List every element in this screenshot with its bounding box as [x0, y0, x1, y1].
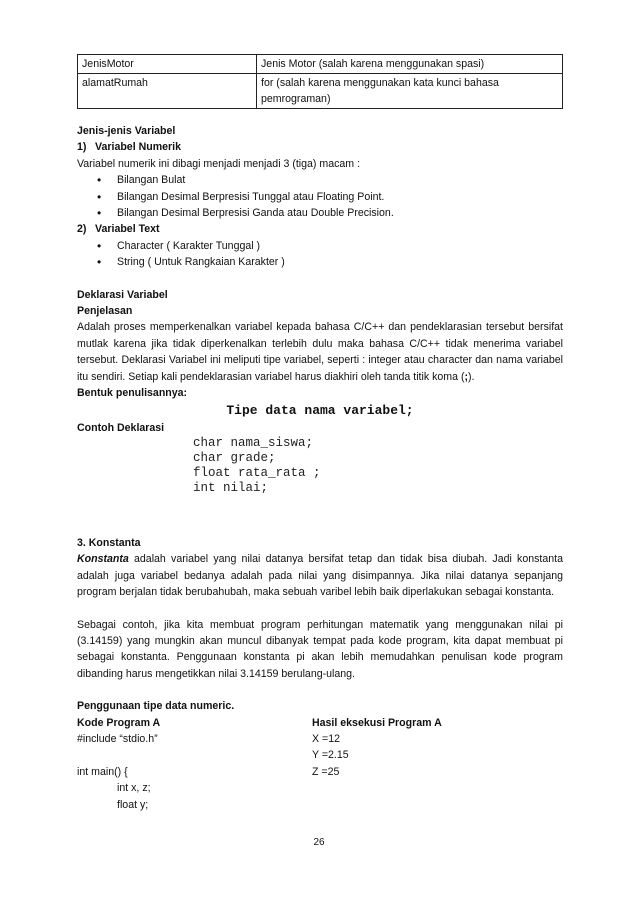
konstanta-paragraph-1 — [77, 551, 563, 600]
deklarasi-paragraph — [77, 319, 563, 385]
section-heading-deklarasi: Deklarasi Variabel — [77, 288, 168, 301]
output-text: X =12 — [312, 732, 340, 745]
bentuk-label: Bentuk penulisannya: — [77, 387, 188, 400]
table-cell: JenisMotor — [78, 55, 257, 74]
paragraph-text: Adalah proses memperkenalkan variabel kepada bahasa C/C++ dan pendeklarasian tersebut bersifat mutlak karena jika tidak diperkenalkan terlebih dulu maka bahasa C/C++ tidak menerima variabel tersebut. Deklarasi Variabel ini meliputi tipe variabel, seperti : integer atau character dan nama variabel itu sendiri. Setiap kali pendeklarasian variabel harus diakhiri oleh tanda titik koma — [77, 321, 563, 383]
subheading-penjelasan: Penjelasan — [77, 305, 133, 318]
subheading-numerik — [77, 139, 563, 155]
program-row — [77, 747, 563, 763]
output-text: Y =2.15 — [312, 749, 349, 762]
document-page — [77, 54, 563, 813]
table-cell: Jenis Motor (salah karena menggunakan spasi) — [257, 55, 563, 74]
paragraph-text: ). — [468, 370, 475, 383]
subheading-text-variable — [77, 221, 563, 237]
column-title: Kode Program A — [77, 716, 161, 729]
table-cell: for (salah karena menggunakan kata kunci bahasa pemrograman) — [257, 74, 563, 109]
numerik-intro: Variabel numerik ini dibagi menjadi menjadi 3 (tiga) macam : — [77, 157, 361, 170]
list-number: 1) — [77, 141, 87, 154]
code-line: float rata_rata ; — [193, 465, 321, 480]
paragraph-text: ( — [458, 370, 465, 383]
syntax-line: Tipe data nama variabel; — [226, 402, 414, 418]
list-number: 2) — [77, 223, 87, 236]
code-text: int x, z; — [117, 782, 151, 795]
list-item: • Bilangan Desimal Berpresisi Ganda atau Double Precision. — [77, 205, 563, 221]
list-item: • String ( Untuk Rangkaian Karakter ) — [77, 254, 563, 270]
section-heading-jenis: Jenis-jenis Variabel — [77, 125, 176, 137]
subheading-text: Variabel Numerik — [95, 141, 181, 154]
table-cell: alamatRumah — [78, 74, 257, 109]
variable-naming-table — [77, 54, 563, 109]
output-text: Z =25 — [312, 765, 340, 778]
subheading-text: Variabel Text — [95, 223, 160, 236]
section-heading-numeric: Penggunaan tipe data numeric. — [77, 700, 235, 713]
semicolon-symbol: ; — [464, 370, 469, 383]
code-text — [77, 747, 312, 763]
list-item: • Bilangan Desimal Berpresisi Tunggal atau Floating Point. — [77, 189, 563, 205]
program-row — [77, 764, 563, 780]
numerik-list — [77, 172, 563, 221]
code-block — [77, 436, 563, 496]
code-text: #include “stdio.h” — [77, 732, 158, 745]
list-item: • Bilangan Bulat — [77, 172, 563, 188]
code-line: int nilai; — [193, 480, 269, 495]
term-konstanta: Konstanta — [77, 553, 129, 566]
contoh-label: Contoh Deklarasi — [77, 421, 165, 434]
page-number: 26 — [313, 837, 325, 848]
list-item: • Character ( Karakter Tunggal ) — [77, 238, 563, 254]
section-heading-konstanta: 3. Konstanta — [77, 536, 141, 549]
konstanta-paragraph-2: Sebagai contoh, jika kita membuat program perhitungan matematik yang menggunakan nilai pi (3.14159) yang mungkin akan muncul dibanyak tempat pada kode program, kita dapat membuat pi sebagai konstanta. Penggunaan konstanta pi akan lebih memudahkan penulisan kode program dibanding harus mengetikkan nilai 3.14159 berulang-ulang. — [77, 618, 563, 680]
code-text: float y; — [117, 798, 149, 811]
program-columns-header — [77, 715, 563, 731]
table-row — [78, 74, 563, 109]
code-text: int main() { — [77, 765, 128, 778]
table-row — [78, 55, 563, 74]
paragraph-text: adalah variabel yang nilai datanya bersifat tetap dan tidak bisa diubah. Jadi konstanta adalah juga variabel bedanya adalah pada nilai yang disimpannya. Jika nilai datanya sepanjang program berjalan tidak berubahubah, maka sebuah varibel lebih baik diperlakukan sebagai konstanta. — [77, 553, 563, 599]
code-line: char grade; — [193, 450, 276, 465]
code-line: char nama_siswa; — [193, 435, 314, 450]
text-list — [77, 238, 563, 271]
program-row — [77, 731, 563, 747]
column-title: Hasil eksekusi Program A — [312, 716, 442, 729]
